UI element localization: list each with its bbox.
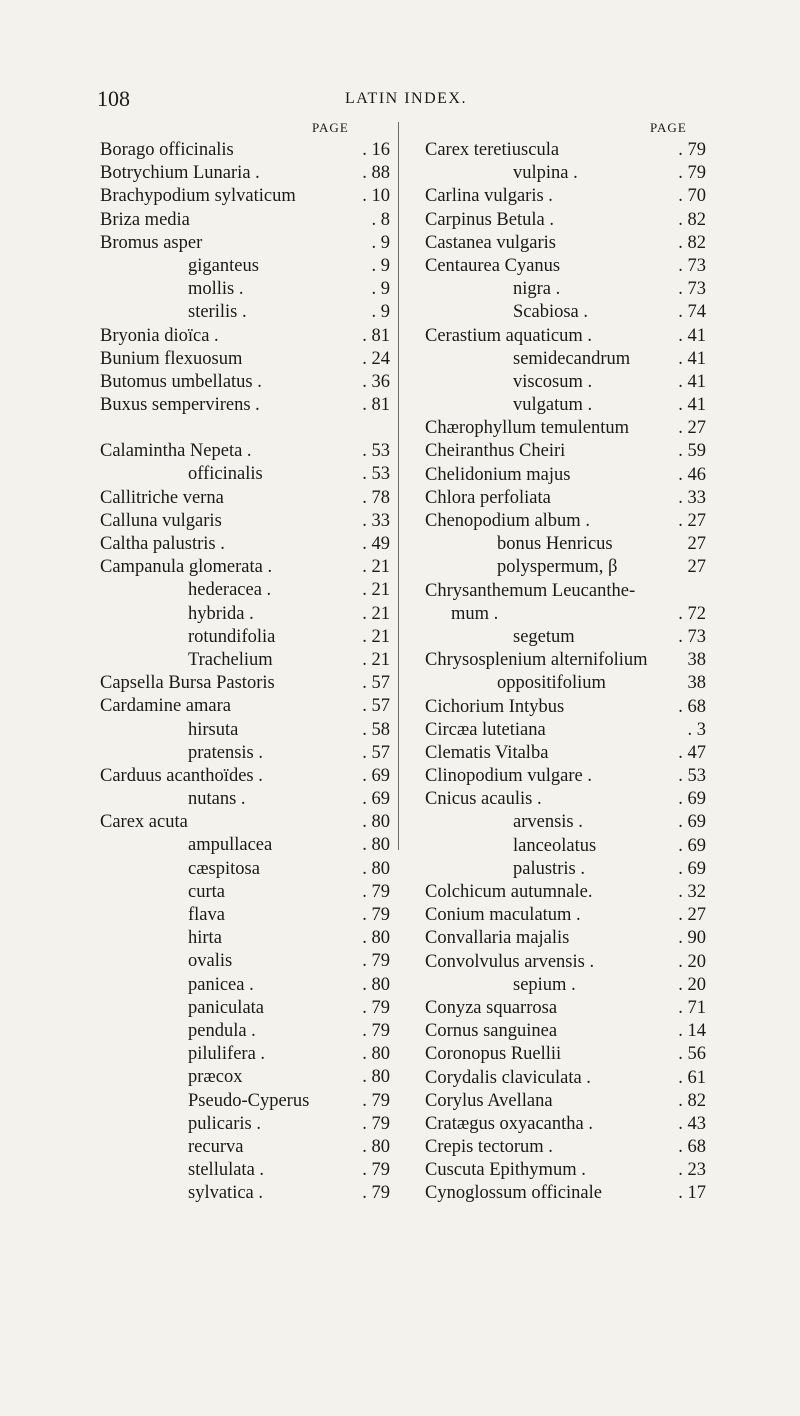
entry-page-number: . 9 [371,255,390,276]
entry-page-number: . 43 [678,1113,706,1134]
entry-page-number: . 14 [678,1021,706,1042]
entry-name: Chrysosplenium alternifolium [425,650,648,671]
entry-page-number: . 69 [362,765,390,786]
index-entry [100,325,390,348]
entry-name: Cardamine amara [100,696,231,717]
entry-name: hirsuta [188,719,239,740]
index-entry [100,1043,390,1066]
entry-name: Botrychium Lunaria . [100,163,260,184]
entry-name: arvensis . [513,812,583,833]
entry-name: Crepis tectorum . [425,1137,553,1158]
entry-page-number: . 57 [362,673,390,694]
index-entries [100,139,390,1205]
index-entry [425,765,706,788]
entry-page-number: . 36 [362,371,390,392]
entry-page-number: . 47 [678,742,706,763]
entry-page-number: . 80 [362,835,390,856]
entry-name: Castanea vulgaris [425,232,556,253]
index-entries [425,139,706,1206]
entry-page-number: . 90 [678,928,706,949]
index-entry [100,695,390,718]
index-entry [100,533,390,556]
page-number: 108 [97,86,130,111]
entry-page-number: . 69 [678,835,706,856]
page-column-label: PAGE [312,120,349,135]
index-entry [100,232,390,255]
entry-page-number: . 69 [678,858,706,879]
entry-page-number: . 71 [678,997,706,1018]
entry-page-number: . 21 [362,557,390,578]
index-entry [100,440,390,463]
index-entry [100,139,390,162]
entry-page-number: . 33 [678,487,706,508]
entry-name: vulpina . [513,163,578,184]
index-entry [425,394,706,417]
entry-page-number: . 69 [678,789,706,810]
entry-name: Caltha palustris . [100,534,225,554]
index-entry [100,1182,390,1205]
index-entry [425,742,706,765]
index-entry [100,1020,390,1043]
index-entry [425,255,706,278]
entry-page-number: . 8 [371,209,390,230]
index-entry [425,835,706,858]
entry-name: Cnicus acaulis . [425,789,542,810]
entry-page-number: . 82 [678,209,706,230]
entry-page-number: . 23 [678,1160,706,1181]
entry-page-number: . 3 [687,719,706,740]
index-entry [100,556,390,579]
index-entry [425,696,706,719]
entry-page-number: 27 [687,557,706,578]
entry-page-number: . 74 [678,302,706,323]
entry-name: giganteus [188,255,259,276]
entry-name: bonus Henricus [497,534,613,555]
entry-name: oppositifolium [497,673,606,694]
index-entry [425,927,706,950]
index-entry [425,487,706,510]
entry-name: Trachelium [188,649,273,670]
index-entry [100,579,390,602]
entry-page-number: . 16 [362,140,390,160]
entry-name: Chærophyllum temulentum [425,418,630,439]
entry-page-number: . 41 [678,325,706,346]
entry-name: præcox [188,1067,243,1088]
entry-page-number: . 72 [678,603,706,624]
index-entry [100,510,390,533]
index-entry [100,255,390,278]
entry-page-number: . 33 [362,510,390,531]
index-entry [100,1113,390,1136]
index-entry [100,1159,390,1182]
entry-name: sepium . [513,974,576,995]
entry-page-number: . 21 [362,603,390,624]
entry-page-number: . 70 [678,186,706,207]
index-entry [425,811,706,834]
entry-name: Callitriche verna [100,487,224,508]
entry-name: sylvatica . [188,1183,264,1204]
index-entry [425,556,706,579]
entry-page-number: . 79 [362,1113,390,1134]
entry-page-number: . 80 [362,812,390,833]
entry-page-number: . 17 [678,1183,706,1204]
entry-name: Cerastium aquaticum . [425,325,592,346]
entry-name: Brachypodium sylvaticum [100,186,296,207]
entry-page-number: . 46 [678,464,706,485]
index-entry [425,626,706,649]
entry-page-number: . 21 [362,580,390,601]
entry-page-number: . 79 [362,905,390,925]
entry-page-number: . 58 [362,719,390,740]
entry-name: Bunium flexuosum [100,348,243,369]
running-title: LATIN INDEX. [345,90,467,107]
index-entry [425,417,706,440]
entry-name: viscosum . [513,371,593,392]
index-entry [100,719,390,742]
entry-page-number: . 79 [362,1183,390,1204]
entry-page-number: . 20 [678,951,706,972]
entry-name: ampullacea [188,835,273,856]
index-entry [100,348,390,371]
entry-page-number: . 80 [362,1067,390,1088]
index-entry [425,649,706,672]
entry-page-number: . 80 [362,858,390,879]
entry-page-number: . 69 [362,789,390,810]
entry-name: paniculata [188,997,265,1018]
index-entry [100,788,390,811]
entry-name: Scabiosa . [513,302,589,323]
entry-page-number: . 79 [362,1020,390,1041]
index-entry [425,325,706,348]
index-entry [425,440,706,463]
entry-name: curta [188,881,225,902]
index-entry [100,811,390,834]
index-entry [100,301,390,324]
entry-name: stellulata . [188,1160,265,1181]
index-entry [425,1136,706,1159]
entry-page-number: . 69 [678,812,706,833]
entry-name: Briza media [100,209,190,230]
entry-name: lanceolatus [513,835,597,856]
index-entry [425,1067,706,1090]
entry-name: Buxus sempervirens . [100,395,260,416]
index-entry [425,464,706,487]
entry-page-number: . 53 [678,766,706,787]
entry-name: Cichorium Intybus [425,696,565,717]
entry-page-number: . 57 [362,696,390,717]
index-entry [425,232,706,255]
entry-page-number: . 80 [362,1044,390,1065]
index-entry [425,348,706,371]
entry-name: hirta [188,928,222,949]
entry-page-number: 38 [687,650,706,671]
entry-page-number: . 79 [678,140,706,160]
entry-page-number: . 27 [678,905,706,926]
entry-page-number: . 59 [678,441,706,462]
index-entry [425,881,706,904]
entry-name: Cratægus oxyacantha . [425,1113,593,1134]
index-entry [425,510,706,533]
entry-name: flava [188,905,225,925]
entry-page-number: . 79 [362,997,390,1018]
entry-name: Bryonia dioïca . [100,325,219,346]
index-entry [100,487,390,510]
index-entry [425,951,706,974]
entry-name: Cynoglossum officinale [425,1183,602,1204]
entry-page-number: . 24 [362,348,390,369]
entry-page-number: . 53 [362,464,390,485]
entry-name: Coronopus Ruellii [425,1044,562,1065]
index-entry [100,371,390,394]
index-entry [100,278,390,301]
entry-page-number: 38 [687,673,706,694]
index-entry [100,185,390,208]
entry-name: mum . [451,603,499,624]
entry-name: Corydalis claviculata . [425,1067,591,1088]
index-entry [100,881,390,904]
entry-name: Convolvulus arvensis . [425,951,595,972]
entry-page-number: . 81 [362,395,390,416]
entry-page-number: . 88 [362,163,390,184]
entry-page-number: . 81 [362,325,390,346]
entry-name: hederacea . [188,580,272,601]
entry-page-number: . 32 [678,882,706,902]
entry-page-number: . 80 [362,928,390,949]
entry-name: Clinopodium vulgare . [425,766,592,787]
index-entry [100,1136,390,1159]
entry-page-number: . 82 [678,1090,706,1111]
entry-page-number: . 80 [362,1136,390,1157]
entry-page-number: . 27 [678,511,706,531]
index-entry [100,626,390,649]
entry-page-number: . 41 [678,395,706,416]
entry-name: Clematis Vitalba [425,742,549,763]
index-entry [425,904,706,927]
entry-name: Calluna vulgaris [100,510,222,531]
index-entry [425,162,706,185]
entry-page-number: . 9 [371,232,390,253]
entry-page-number: . 9 [371,302,390,323]
entry-page-number: . 41 [678,371,706,392]
entry-name: Corylus Avellana [425,1090,553,1111]
entry-page-number: . 79 [362,1090,390,1111]
entry-name: recurva [188,1136,244,1157]
entry-name: polyspermum, β [497,557,618,578]
index-entry [100,950,390,973]
entry-page-number: . 9 [371,279,390,300]
entry-name: Convallaria majalis [425,928,570,949]
index-entry [100,603,390,626]
entry-name: rotundifolia [188,626,276,647]
entry-page-number: . 73 [678,626,706,647]
index-entry [425,719,706,742]
entry-name: panicea . [188,974,254,995]
index-entry [425,1113,706,1136]
entry-page-number: . 79 [362,1160,390,1181]
entry-page-number: . 49 [362,534,390,554]
index-entry [425,997,706,1020]
entry-name: Carduus acanthoïdes . [100,765,263,786]
index-entry [100,394,390,417]
entry-name: Centaurea Cyanus [425,255,561,276]
entry-page-number: . 20 [678,974,706,995]
index-entry [425,858,706,881]
entry-name: Butomus umbellatus . [100,371,262,392]
index-entry [100,162,390,185]
entry-name: Colchicum autumnale. [425,882,593,902]
index-entry [100,904,390,927]
page-column-label: PAGE [650,120,687,135]
entry-name: Calamintha Nepeta . [100,441,252,462]
index-entry [100,974,390,997]
index-entry [100,858,390,881]
entry-name: Carex teretiuscula [425,140,560,160]
column-divider [398,122,399,850]
entry-page-number: . 80 [362,974,390,995]
entry-name: Conium maculatum . [425,905,581,926]
entry-name: pilulifera . [188,1044,266,1065]
entry-page-number: . 53 [362,441,390,462]
index-entry [100,672,390,695]
entry-page-number: . 10 [362,186,390,207]
entry-name: officinalis [188,464,263,485]
entry-name: pulicaris . [188,1113,261,1134]
index-entry [425,1159,706,1182]
index-entry [100,927,390,950]
entry-page-number: . 68 [678,696,706,717]
entry-page-number: . 57 [362,742,390,763]
entry-name: ovalis [188,951,233,972]
entry-name: Carpinus Betula . [425,209,554,230]
entry-page-number: 27 [687,534,706,555]
entry-name: mollis . [188,279,244,300]
page-header [0,86,800,116]
entry-page-number: . 82 [678,232,706,253]
index-entry [100,1066,390,1089]
index-entry [425,580,706,603]
entry-page-number: . 56 [678,1044,706,1065]
entry-page-number: . 68 [678,1137,706,1158]
entry-name: vulgatum . [513,395,593,416]
index-entry [100,649,390,672]
entry-name: Borago officinalis [100,140,234,160]
entry-name: Circæa lutetiana [425,719,546,740]
index-entry [425,533,706,556]
entry-name: Pseudo-Cyperus [188,1090,310,1111]
entry-name: segetum [513,626,575,647]
entry-name: hybrida . [188,603,254,624]
entry-page-number: . 73 [678,255,706,276]
entry-name: Chlora perfoliata [425,487,551,508]
index-entry [425,139,706,162]
index-entry [425,371,706,394]
entry-name: sterilis . [188,302,247,323]
index-entry [425,1090,706,1113]
entry-page-number: . 79 [362,951,390,972]
index-entry [425,672,706,695]
index-entry [425,278,706,301]
entry-name: Chrysanthemum Leucanthe- [425,580,636,601]
entry-name: palustris . [513,858,585,879]
entry-page-number: . 61 [678,1067,706,1088]
index-entry [100,765,390,788]
entry-page-number: . 73 [678,279,706,300]
index-entry [425,603,706,626]
entry-name: Bromus asper [100,232,203,253]
index-entry [425,1020,706,1043]
entry-name: Carex acuta [100,812,188,833]
entry-name: Cornus sanguinea [425,1021,558,1042]
entry-name: semidecandrum [513,348,631,369]
entry-name: Carlina vulgaris . [425,186,553,207]
index-entry [425,301,706,324]
entry-page-number: . 21 [362,649,390,670]
entry-name: cæspitosa [188,858,260,879]
entry-name: Cuscuta Epithymum . [425,1160,586,1181]
index-entry [100,834,390,857]
entry-name: Chelidonium majus [425,464,571,485]
index-entry [425,209,706,232]
index-entry [425,974,706,997]
index-entry [425,1043,706,1066]
entry-page-number: . 27 [678,418,706,439]
entry-name: pratensis . [188,742,264,763]
entry-name: Conyza squarrosa [425,997,558,1018]
entry-page-number: . 41 [678,348,706,369]
index-entry [100,742,390,765]
index-entry [100,463,390,486]
index-entry [425,1182,706,1205]
entry-name: Capsella Bursa Pastoris [100,673,275,694]
index-entry [100,209,390,232]
entry-page-number: . 78 [362,487,390,508]
index-entry [425,788,706,811]
index-entry [100,997,390,1020]
entry-name: Campanula glomerata . [100,557,273,578]
entry-name: Chenopodium album . [425,511,590,531]
index-entry [100,1090,390,1113]
entry-name: nutans . [188,789,246,810]
entry-name: nigra . [513,279,561,300]
entry-page-number: . 79 [678,163,706,184]
entry-name: Cheiranthus Cheiri [425,441,566,462]
entry-name: pendula . [188,1020,256,1041]
index-entry [425,185,706,208]
entry-page-number: . 21 [362,626,390,647]
entry-page-number: . 79 [362,881,390,902]
